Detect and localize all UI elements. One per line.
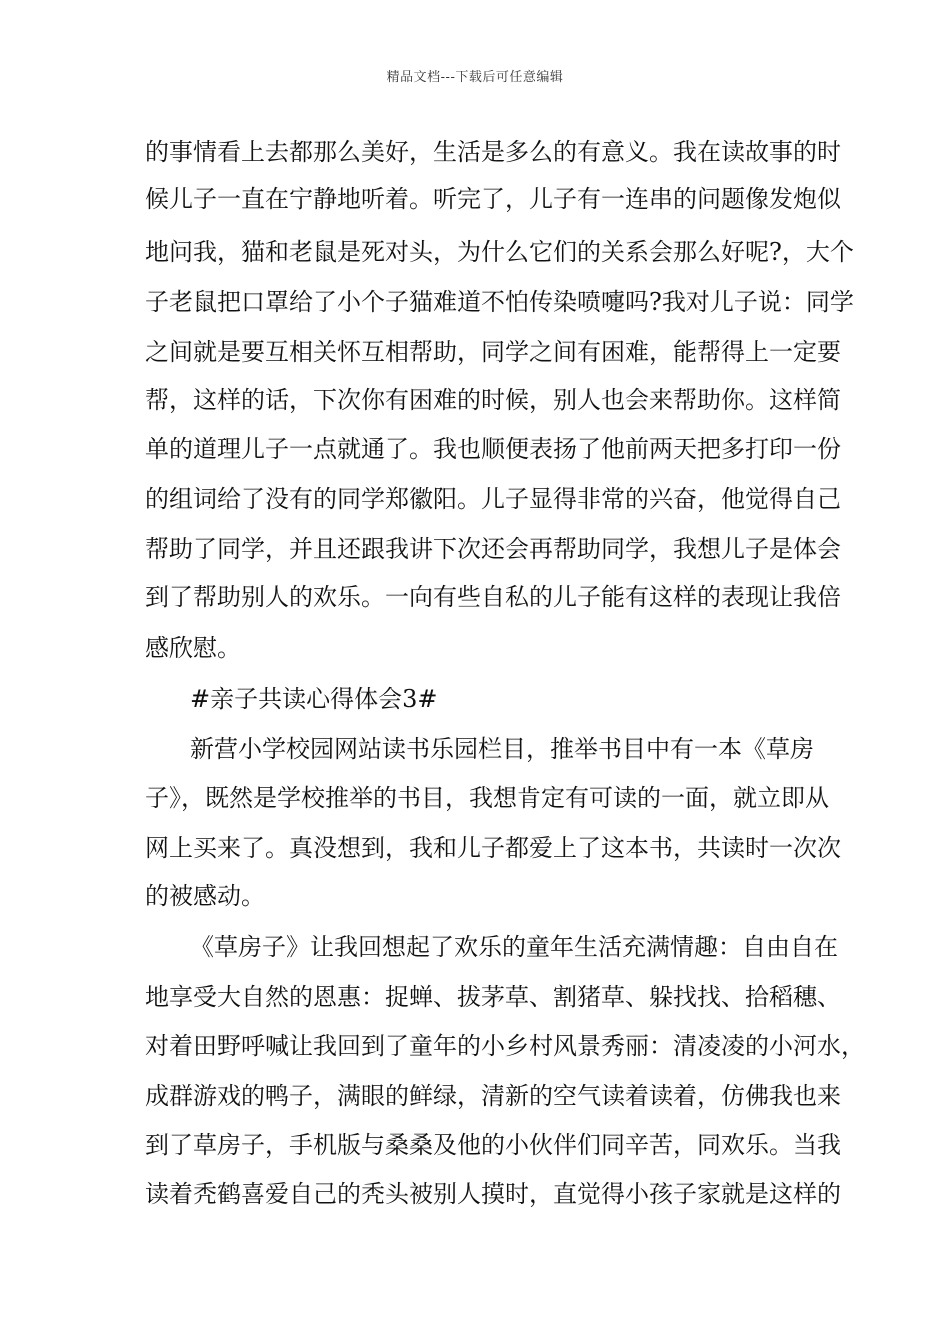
body-line: 成群游戏的鸭子，满眼的鲜绿，清新的空气读着读着，仿佛我也来 bbox=[145, 1082, 841, 1110]
body-line: 到了草房子，手机版与桑桑及他的小伙伴们同辛苦，同欢乐。当我 bbox=[145, 1131, 841, 1159]
body-line: 《草房子》让我回想起了欢乐的童年生活充满情趣：自由自在 bbox=[190, 933, 838, 961]
body-line: 地享受大自然的恩惠：捉蝉、拔茅草、割猪草、躲找找、拾稻穗、 bbox=[145, 983, 841, 1011]
body-line: 到了帮助别人的欢乐。一向有些自私的儿子能有这样的表现让我倍 bbox=[145, 583, 841, 611]
body-line: 帮助了同学，并且还跟我讲下次还会再帮助同学，我想儿子是体会 bbox=[145, 535, 841, 563]
body-line: 读着秃鹤喜爱自己的秃头被别人摸时，直觉得小孩子家就是这样的 bbox=[145, 1180, 841, 1208]
body-line: 单的道理儿子一点就通了。我也顺便表扬了他前两天把多打印一份 bbox=[145, 435, 841, 463]
body-line: 子老鼠把口罩给了小个子猫难道不怕传染喷嚏吗?我对儿子说：同学 bbox=[145, 288, 854, 316]
body-line: 的被感动。 bbox=[145, 882, 265, 910]
body-line: 对着田野呼喊让我回到了童年的小乡村风景秀丽：清凌凌的小河水， bbox=[145, 1032, 865, 1060]
body-line: 地问我，猫和老鼠是死对头，为什么它们的关系会那么好呢?，大个 bbox=[145, 238, 854, 266]
body-line: 候儿子一直在宁静地听着。听完了，儿子有一连串的问题像发炮似 bbox=[145, 185, 841, 213]
body-line: 感欣慰。 bbox=[145, 634, 241, 662]
body-line: 帮，这样的话，下次你有困难的时候，别人也会来帮助你。这样简 bbox=[145, 386, 841, 414]
body-line: 新营小学校园网站读书乐园栏目，推举书目中有一本《草房 bbox=[190, 735, 814, 763]
body-line: 子》，既然是学校推举的书目，我想肯定有可读的一面，就立即从 bbox=[145, 784, 829, 812]
body-line: 网上买来了。真没想到，我和儿子都爱上了这本书，共读时一次次 bbox=[145, 834, 841, 862]
body-line: 的组词给了没有的同学郑徽阳。儿子显得非常的兴奋，他觉得自己 bbox=[145, 485, 841, 513]
body-line: 的事情看上去都那么美好，生活是多么的有意义。我在读故事的时 bbox=[145, 138, 841, 166]
section-heading: #亲子共读心得体会3# bbox=[190, 685, 438, 713]
page-header: 精品文档---下载后可任意编辑 bbox=[386, 70, 564, 85]
body-line: 之间就是要互相关怀互相帮助，同学之间有困难，能帮得上一定要 bbox=[145, 338, 841, 366]
